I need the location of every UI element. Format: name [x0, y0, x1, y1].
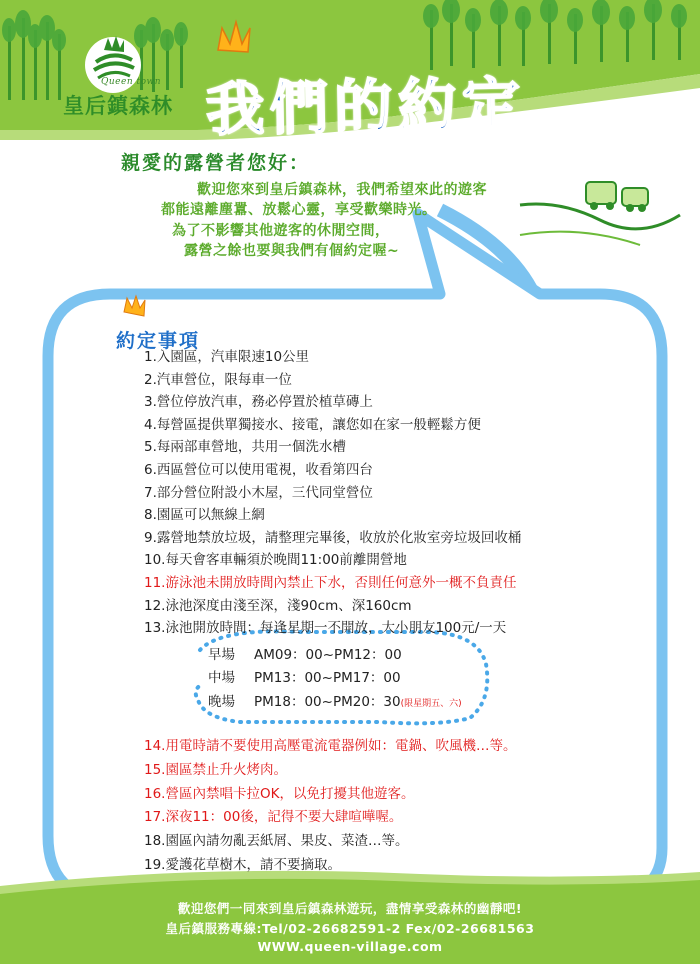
schedule-session-name: 中場	[208, 670, 235, 687]
rule-item: 10.每天會客車輛須於晚間11:00前離開營地	[144, 552, 407, 569]
logo-english-text: Queen town	[101, 77, 162, 87]
schedule-session-name: 早場	[208, 647, 235, 663]
schedule-time: AM09：00~PM12：00	[254, 647, 402, 663]
footer-contact: 皇后鎮服務專線:Tel/02-26682591-2 Fex/02-26681563	[165, 921, 535, 936]
rule-item: 11.游泳池未開放時間內禁止下水，否則任何意外一概不負責任	[144, 574, 517, 591]
logo-chinese-text: 皇后鎮森林	[63, 94, 173, 118]
rules-list-continued	[144, 735, 516, 878]
rule-item: 8.園區可以無線上網	[144, 507, 265, 524]
rule-item: 13.泳池開放時間：每逢星期一不開放，大小朋友100元/一天	[144, 620, 507, 637]
rule-item: 16.營區內禁唱卡拉OK，以免打擾其他遊客。	[144, 785, 415, 802]
schedule-row	[208, 667, 462, 690]
rule-item: 18.園區內請勿亂丟紙屑、果皮、菜渣…等。	[144, 833, 409, 850]
rules-heading: 約定事項	[116, 330, 201, 352]
rule-item: 19.愛護花草樹木，請不要摘取。	[144, 856, 341, 873]
footer-welcome: 歡迎您們一同來到皇后鎮森林遊玩，盡情享受森林的幽靜吧!	[177, 901, 523, 916]
rule-item: 6.西區營位可以使用電視，收看第四台	[144, 461, 373, 478]
rule-item: 15.園區禁止升火烤肉。	[144, 761, 287, 778]
pool-schedule	[208, 644, 462, 714]
rule-item: 9.露營地禁放垃圾，請整理完畢後，收放於化妝室旁垃圾回收桶	[144, 529, 522, 546]
schedule-row	[208, 691, 462, 714]
schedule-session-name: 晚場	[208, 693, 235, 710]
greeting-line-2: 都能遠離塵囂、放鬆心靈，享受歡樂時光。	[161, 202, 437, 218]
rules-list	[144, 346, 521, 640]
schedule-time: PM13：00~PM17：00	[254, 670, 401, 687]
rule-item: 17.深夜11：00後，記得不要大肆喧嘩喔。	[144, 809, 403, 826]
rule-item: 5.每兩部車營地，共用一個洗水槽	[144, 439, 346, 456]
rule-item: 14.用電時請不要使用高壓電流電器例如：電鍋、吹風機…等。	[144, 738, 517, 754]
rule-item: 1.入園區，汽車限速10公里	[144, 349, 310, 365]
car-illustration	[520, 182, 680, 245]
rule-item: 3.營位停放汽車，務必停置於植草磚上	[144, 394, 373, 411]
greeting-line-1: 歡迎您來到皇后鎮森林，我們希望來此的遊客	[197, 182, 487, 198]
greeting-line-4: 露營之餘也要與我們有個約定喔~	[184, 243, 400, 259]
schedule-time: PM18：00~PM20：30	[254, 693, 401, 710]
greeting-title: 親愛的露營者您好：	[121, 152, 311, 174]
schedule-row	[208, 644, 462, 667]
rule-item: 4.每營區提供單獨接水、接電，讓您如在家一般輕鬆方便	[144, 416, 481, 433]
page-title: 我們的約定	[205, 70, 527, 144]
rule-item: 7.部分營位附設小木屋，三代同堂營位	[144, 484, 373, 501]
rule-item: 2.汽車營位，限每車一位	[144, 371, 292, 388]
greeting-line-3: 為了不影響其他遊客的休閒空間，	[172, 223, 390, 239]
footer-website-link[interactable]: WWW.queen-village.com	[257, 939, 443, 954]
rule-item: 12.泳池深度由淺至深，淺90cm、深160cm	[144, 597, 412, 614]
schedule-note: (限星期五、六)	[400, 698, 462, 709]
